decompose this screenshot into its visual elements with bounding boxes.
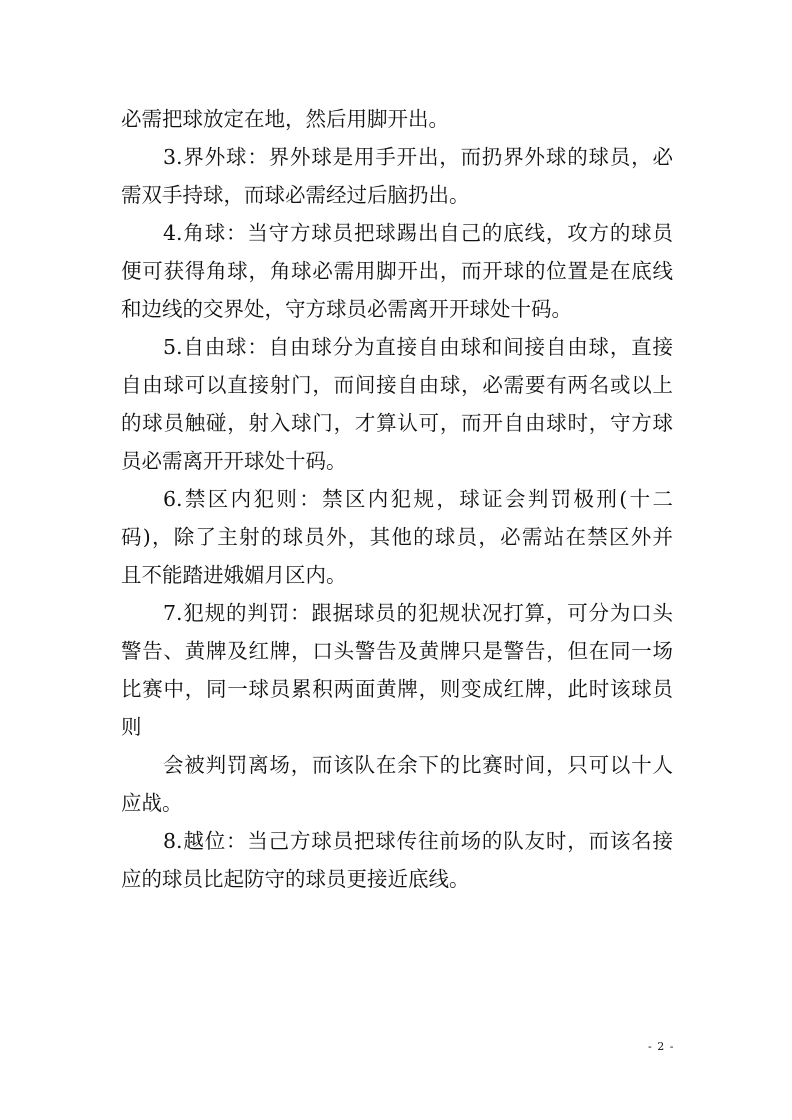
text-line: 员必需离开开球处十码。 [121,449,347,473]
text-line: 5.自由球：自由球分为直接自由球和间接自由球，直接 [163,335,673,359]
text-line: 且不能踏进娥媚月区内。 [121,563,347,587]
text-line: 应战。 [121,791,183,815]
text-line: 6.禁区内犯则：禁区内犯规，球证会判罚极刑(十二 [163,487,673,511]
text-line: 4.角球：当守方球员把球踢出自己的底线，攻方的球员 [163,221,673,245]
text-line: 和边线的交界处，守方球员必需离开开球处十码。 [121,297,572,321]
text-line: 自由球可以直接射门，而间接自由球，必需要有两名或以上 [121,373,673,397]
body-text [121,100,673,898]
text-line: 警告、黄牌及红牌，口头警告及黄牌只是警告，但在同一场 [121,639,673,663]
text-line: 会被判罚离场，而该队在余下的比赛时间，只可以十人 [163,753,673,777]
text-line: 7.犯规的判罚：跟据球员的犯规状况打算，可分为口头 [163,601,673,625]
text-line: 则 [121,715,142,739]
text-line: 的球员触碰，射入球门，才算认可，而开自由球时，守方球 [121,411,673,435]
text-line: 便可获得角球，角球必需用脚开出，而开球的位置是在底线 [121,259,673,283]
page-number: - 2 - [648,1040,675,1053]
text-line: 比赛中，同一球员累积两面黄牌，则变成红牌，此时该球员 [121,677,673,701]
text-line: 码)，除了主射的球员外，其他的球员，必需站在禁区外并 [121,525,673,549]
text-line: 应的球员比起防守的球员更接近底线。 [121,867,470,891]
text-line: 3.界外球：界外球是用手开出，而扔界外球的球员，必 [163,145,673,169]
text-line: 需双手持球，而球必需经过后脑扔出。 [121,183,470,207]
text-line: 必需把球放定在地，然后用脚开出。 [121,107,449,131]
text-line: 8.越位：当己方球员把球传往前场的队友时，而该名接 [163,829,673,853]
